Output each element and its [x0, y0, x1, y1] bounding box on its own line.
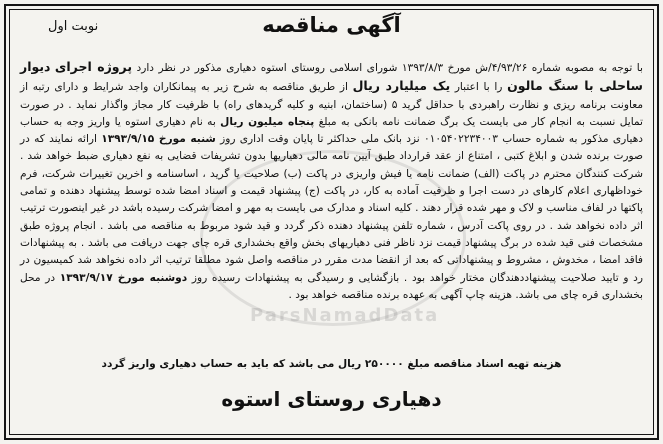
- opening-date: دوشنبه مورخ ۱۳۹۳/۹/۱۷: [59, 271, 188, 284]
- round-label: نوبت اول: [48, 19, 99, 34]
- body-seg6: از طریق مناقصه به شرح زیر به پیمانکاران واجد شرایط و دارای رتبه از معاونت برنامه ریزی و نظارت راهبردی با حداقل گرید ۵ (ساختمان، ابنیه و کلیه گریدهای راه) با ظرفیت کار مجاز واگذار نماید . در صورت تمایل نسبت به انجام کار می بایست یک برگ ضمانت نامه بانکی به مبلغ: [20, 81, 643, 128]
- body-seg1: با توجه به مصوبه شماره ۴/۹۳/۲۶/ش مورخ ۱۳۹۳/۸/۳ شورای اسلامی روستای استوه دهیاری مذکور در نظر دارد: [136, 62, 643, 74]
- body-seg8: به نام دهیاری استوه یا واریز وجه به حساب دهیاری مذکور به شماره حساب ۰۱۰۵۴۰۲۲۳۴۰۰۳ نزد بانک ملی حداکثر تا پایان وقت اداری روز: [20, 115, 643, 146]
- project-title-part2: دیوار ساحلی با سنگ مالون: [20, 59, 643, 94]
- budget-amount: یک میلیارد ریال: [352, 78, 451, 94]
- document-fee: هزینه تهیه اسناد مناقصه مبلغ ۲۵۰۰۰۰ ریال می باشد که باید به حساب دهیاری واریز گردد: [101, 358, 562, 370]
- issuer-signature: دهیاری روستای استوه: [221, 387, 442, 411]
- submission-deadline: شنبه مورخ ۱۳۹۳/۹/۱۵: [101, 133, 216, 146]
- body-seg12: در محل بخشداری قره چای می باشد. هزینه چاپ آگهی به عهده برنده مناقصه خواهد بود .: [20, 271, 643, 301]
- notice-title: آگهی مناقصه: [262, 13, 401, 37]
- notice-body: [20, 58, 643, 304]
- guarantee-amount: پنجاه میلیون ریال: [220, 115, 315, 128]
- body-seg10: ارائه نمایند که در صورت برنده شدن و ابلاغ کتبی ، امتناع از عقد قرارداد طبق آیین نامه مالی دهیاریها بدون تشریفات قضایی به نفع دهیاری ضبط خواهد شد . شرکت کنندگان محترم در پاکت (الف) ضمانت نامه یا فیش واریزی در پاکت (ب) صلاحیت یا گرید ، اساسنامه و اخرین تغییرات شرکت، فرم خوداظهاری اعلام کارهای در دست اجرا و ظرفیت آماده به کار، در پاکت (ج) پیشنهاد قیمت و اسناد امضا شده توسط پیشنهاد دهنده و تمامی پاکتها در لفاف مناسب و لاک و مهر شده قرار دهند . کلیه اسناد و مدارک می بایست به مهر و امضا شرکت رسیده باشد در غیر اینصورت ترتیب اثر داده نخواهد شد . در روی پاکت آدرس ، شماره تلفن پیشنهاد دهنده ذکر گردد و قید شود مربوط به مناقصه می باشد . انجام پروژه طبق مشخصات فنی قید شده در برگ پیشنهاد قیمت نزد ناظر فنی دهیاریهای بخش واقع بخشداری قره چای جهت دریافت می باشد . به پیشنهادات فاقد امضا ، مخدوش ، مشروط و پیشنهاداتی که بعد از انقضا مدت مقرر در مناقصه واصل شود مطلقا ترتیب اثر داده نخواهد شد کمیسیون در رد و تایید صلاحیت پیشنهاددهندگان مختار خواهد بود . بازگشایی و رسیدگی به پیشنهادات رسیده روز: [20, 133, 643, 284]
- project-title-part1: پروژه اجرای: [54, 59, 133, 74]
- watermark-text: ParsNamadData: [250, 305, 440, 326]
- body-seg4: را با اعتبار: [454, 81, 503, 94]
